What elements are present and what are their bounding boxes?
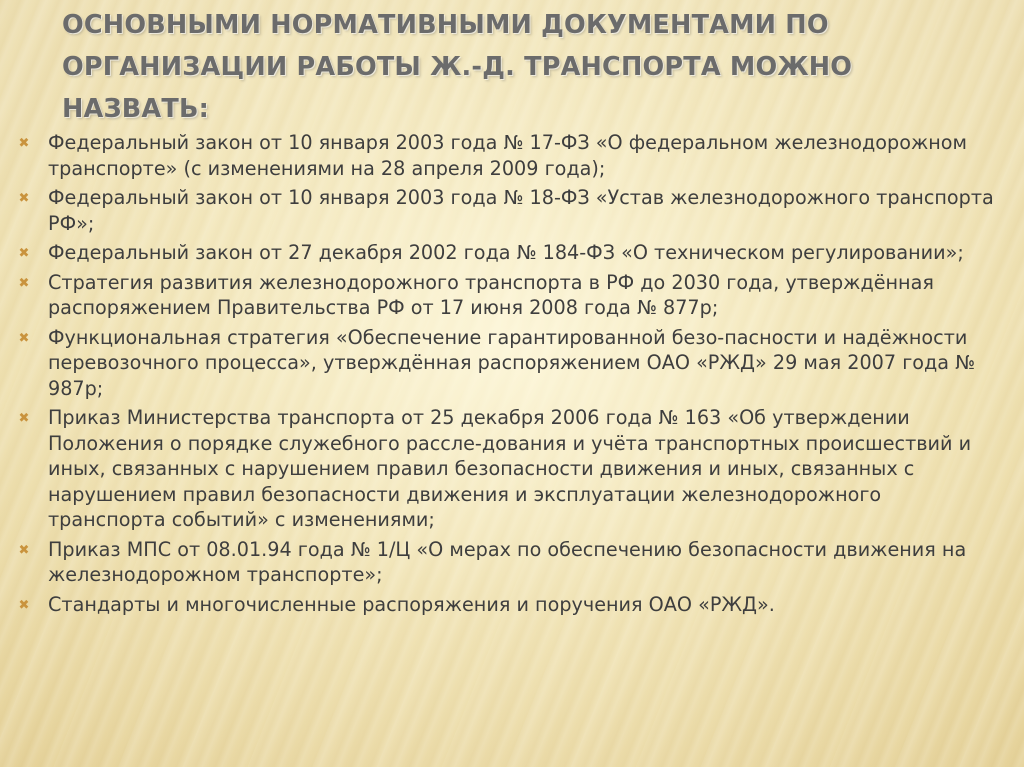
list-item (14, 270, 1004, 321)
list-item (14, 130, 1004, 181)
cross-bullet-icon: ✖ (18, 275, 30, 291)
list-item-text: Федеральный закон от 10 января 2003 года № 18-ФЗ «Устав железнодорожного транспорта РФ»; (48, 186, 994, 235)
list-item-text: Федеральный закон от 10 января 2003 года № 17-ФЗ «О федеральном железнодорожном транспорте» (с изменениями на 28 апреля 2009 года); (48, 131, 967, 180)
cross-bullet-icon: ✖ (18, 542, 30, 558)
slide-title: ОСНОВНЫМИ НОРМАТИВНЫМИ ДОКУМЕНТАМИ ПО ОРГАНИЗАЦИИ РАБОТЫ Ж.-Д. ТРАНСПОРТА МОЖНО НАЗВАТЬ: (62, 10, 853, 124)
cross-bullet-icon: ✖ (18, 597, 30, 613)
list-item-text: Федеральный закон от 27 декабря 2002 года № 184-ФЗ «О техническом регулировании»; (48, 241, 964, 264)
cross-bullet-icon: ✖ (18, 246, 30, 261)
list-item (14, 185, 1004, 236)
list-item-text: Функциональная стратегия «Обеспечение гарантированной безо-пасности и надёжности перевозочного процесса», утверждённая распоряжением ОАО «РЖД» 29 мая 2007 года № 987р; (48, 325, 976, 400)
cross-bullet-icon: ✖ (18, 330, 30, 346)
list-item-text: Стандарты и многочисленные распоряжения и поручения ОАО «РЖД». (48, 592, 775, 616)
list-item-text: Стратегия развития железнодорожного транспорта в РФ до 2030 года, утверждённая распоряжением Правительства РФ от 17 июня 2008 года № 877р; (48, 270, 934, 319)
cross-bullet-icon: ✖ (18, 411, 30, 426)
document-list (14, 130, 1004, 617)
cross-bullet-icon: ✖ (18, 136, 30, 151)
list-item-text: Приказ Министерства транспорта от 25 декабря 2006 года № 163 «Об утверждении Положения о порядке служебного рассле-дования и учёта транспортных происшествий и иных, связанных с нарушением правил безопасности движения и иных, связанных с нарушением правил безопасности движения и эксплуатации железнодорожного транспорта событий» с изменениями; (48, 406, 972, 531)
list-item (14, 537, 1004, 588)
cross-bullet-icon: ✖ (18, 191, 30, 206)
list-item (14, 592, 1004, 618)
list-item (14, 325, 1004, 402)
list-item-text: Приказ МПС от 08.01.94 года № 1/Ц «О мерах по обеспечению безопасности движения на железнодорожном транспорте»; (48, 537, 967, 586)
slide-content (14, 130, 1004, 621)
list-item (14, 240, 1004, 266)
list-item (14, 405, 1004, 533)
